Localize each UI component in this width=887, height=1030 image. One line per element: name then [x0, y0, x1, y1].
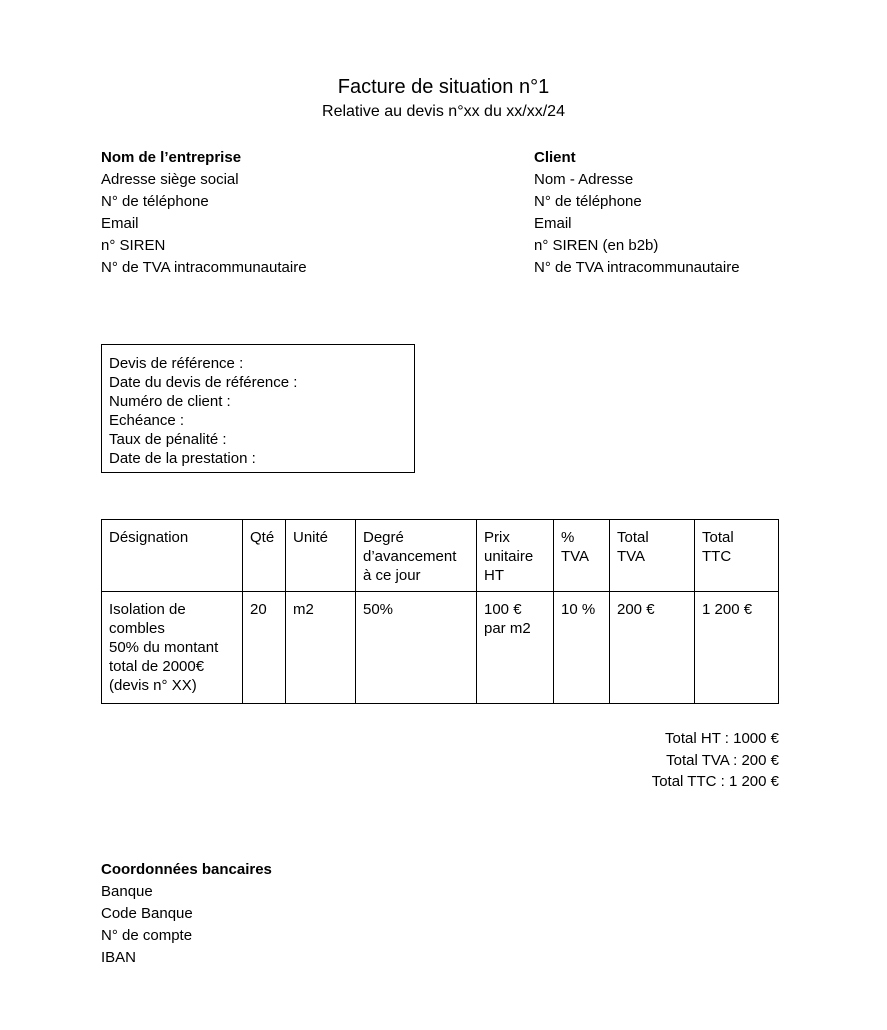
- cell-vat-rate: 10 %: [554, 592, 610, 704]
- company-address: Adresse siège social: [101, 170, 239, 188]
- company-vat-number: N° de TVA intracommunautaire: [101, 258, 307, 276]
- bank-details: [101, 859, 272, 969]
- reference-service-date: Date de la prestation :: [109, 450, 256, 467]
- header-total-ttc: Total TTC: [695, 520, 779, 592]
- client-phone: N° de téléphone: [534, 192, 642, 210]
- reference-client-number: Numéro de client :: [109, 393, 231, 410]
- reference-quote-date: Date du devis de référence :: [109, 374, 298, 391]
- total-tva: Total TVA : 200 €: [666, 751, 779, 769]
- reference-quote: Devis de référence :: [109, 355, 244, 372]
- client-name-address: Nom - Adresse: [534, 170, 634, 188]
- header-designation: Désignation: [102, 520, 243, 592]
- client-info: [534, 147, 740, 278]
- total-ht: Total HT : 1000 €: [665, 730, 779, 747]
- table-row: [102, 592, 779, 704]
- header-unit-price: Prix unitaire HT: [477, 520, 554, 592]
- header-unit: Unité: [286, 520, 356, 592]
- header-quantity: Qté: [243, 520, 286, 592]
- bank-details-heading: Coordonnées bancaires: [101, 861, 272, 878]
- bank-account-number: N° de compte: [101, 927, 193, 944]
- company-siren: n° SIREN: [101, 236, 166, 254]
- bank-code: Code Banque: [101, 905, 193, 922]
- company-info: [101, 147, 307, 278]
- header-progress: Degré d’avancement à ce jour: [356, 520, 477, 592]
- company-name: Nom de l’entreprise: [101, 149, 242, 166]
- client-siren: n° SIREN (en b2b): [534, 236, 659, 254]
- cell-quantity: 20: [243, 592, 286, 704]
- total-ttc: Total TTC : 1 200 €: [651, 773, 779, 790]
- header-vat-rate: % TVA: [554, 520, 610, 592]
- company-email: Email: [101, 214, 139, 232]
- reference-due-date: Echéance :: [109, 412, 185, 429]
- cell-unit-price: 100 € par m2: [477, 592, 554, 704]
- client-heading: Client: [534, 149, 576, 166]
- invoice-subtitle: Relative au devis n°xx du xx/xx/24: [322, 103, 565, 120]
- cell-designation: Isolation de combles 50% du montant total de 2000€ (devis n° XX): [102, 592, 243, 704]
- reference-box: [101, 344, 415, 473]
- bank-iban: IBAN: [101, 949, 137, 966]
- client-email: Email: [534, 214, 572, 232]
- company-phone: N° de téléphone: [101, 192, 209, 210]
- client-vat-number: N° de TVA intracommunautaire: [534, 258, 740, 276]
- cell-total-ttc: 1 200 €: [695, 592, 779, 704]
- items-table: [101, 519, 779, 704]
- table-header-row: [102, 520, 779, 592]
- bank-name: Banque: [101, 883, 153, 900]
- invoice-title: Facture de situation n°1: [337, 76, 550, 98]
- totals-block: [652, 728, 779, 793]
- cell-progress: 50%: [356, 592, 477, 704]
- reference-penalty-rate: Taux de pénalité :: [109, 431, 227, 448]
- cell-unit: m2: [286, 592, 356, 704]
- cell-total-vat: 200 €: [610, 592, 695, 704]
- header-total-vat: Total TVA: [610, 520, 695, 592]
